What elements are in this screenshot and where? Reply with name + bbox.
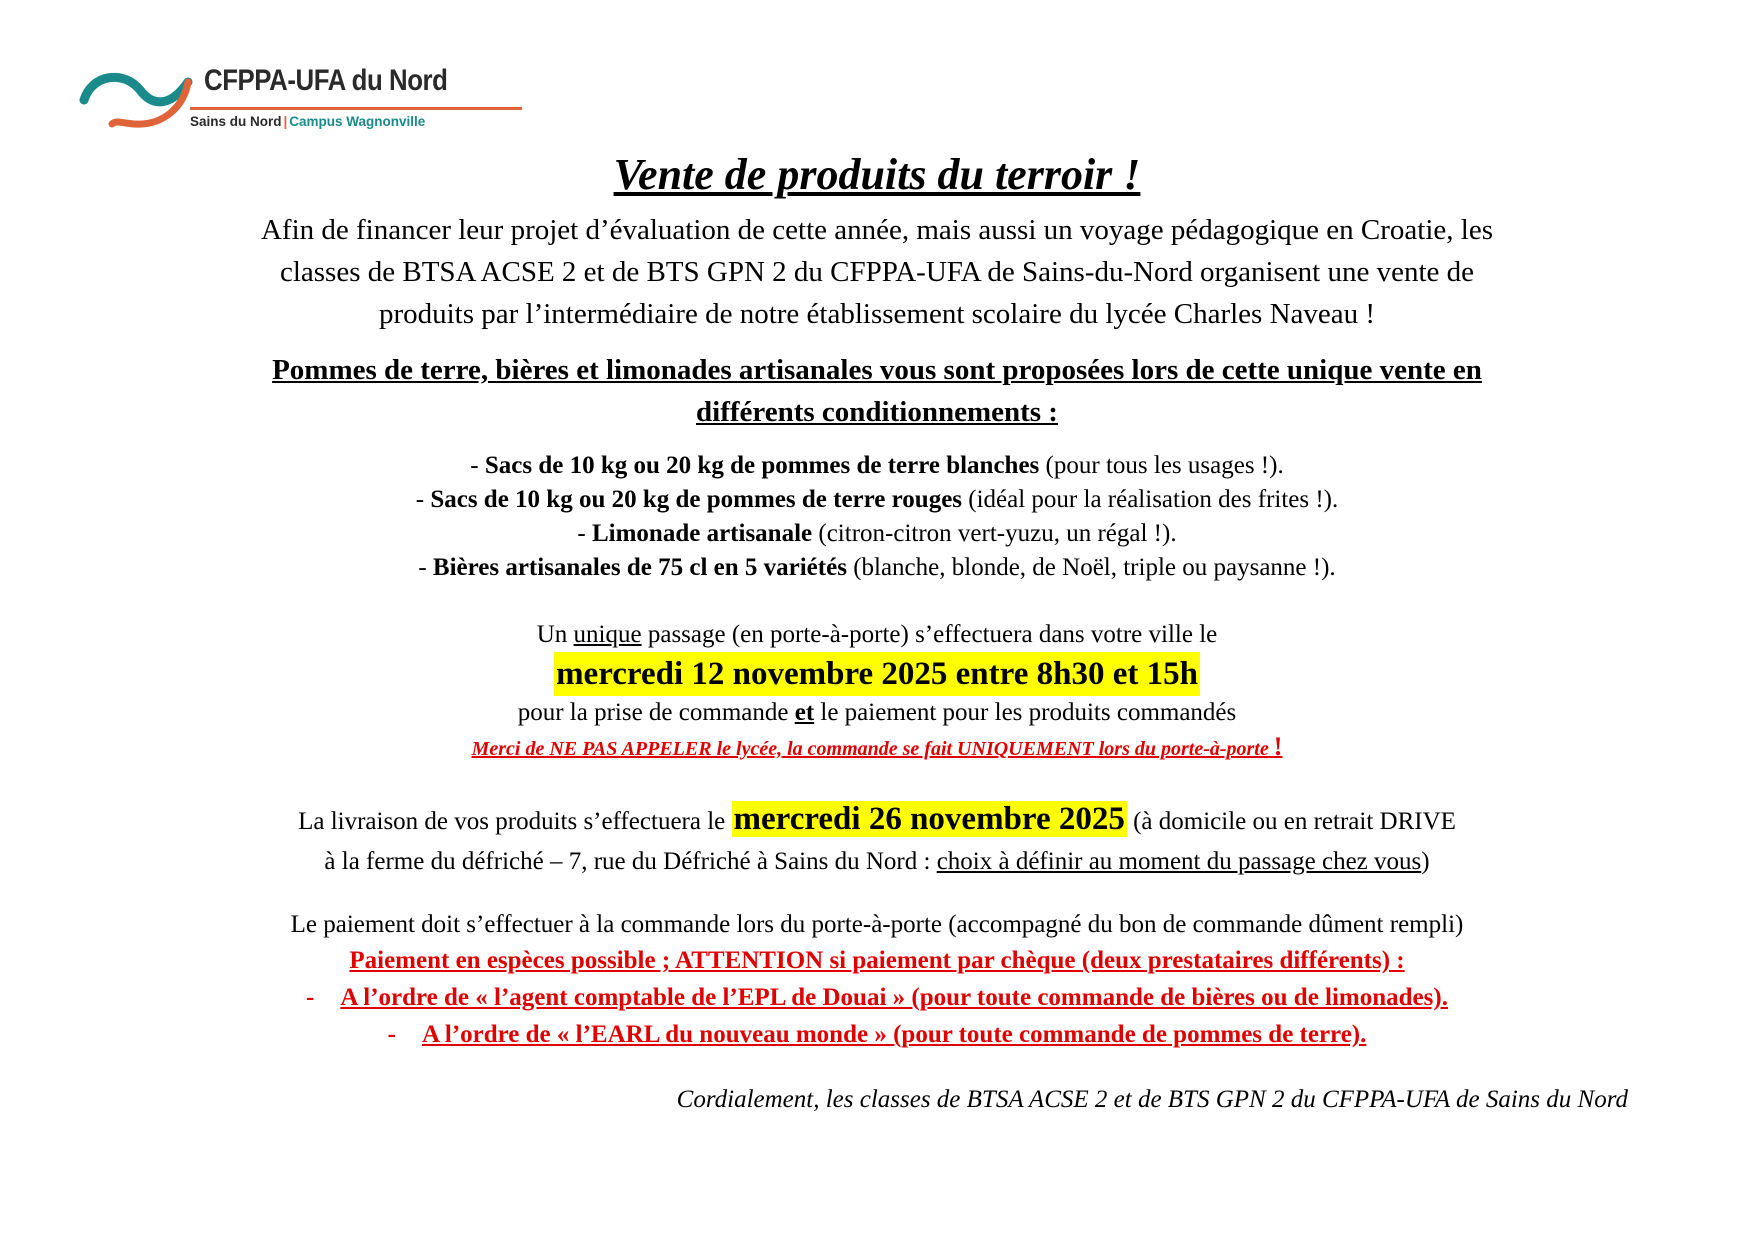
logo-rule bbox=[190, 107, 522, 110]
delivery-text: à la ferme du défriché – 7, rue du Défriché à Sains du Nord : bbox=[324, 848, 937, 875]
product-name: Bières artisanales de 75 cl en 5 variétés bbox=[432, 554, 847, 581]
delivery-text: ) bbox=[1421, 848, 1430, 875]
unique-word: unique bbox=[573, 621, 642, 648]
passage-text: passage (en porte-à-porte) s’effectuera dans votre ville le bbox=[641, 621, 1218, 648]
list-dash: - bbox=[470, 452, 485, 479]
delivery-text: La livraison de vos produits s’effectuera le bbox=[298, 808, 732, 835]
intro-line: Afin de financer leur projet d’évaluation de cette année, mais aussi un voyage pédagogique en Croatie, les bbox=[260, 214, 1494, 246]
warning-text: Merci de NE PAS APPELER le lycée, la commande se fait UNIQUEMENT lors du porte-à-porte bbox=[471, 738, 1269, 760]
list-item bbox=[0, 449, 1754, 483]
document-body bbox=[0, 148, 1754, 1117]
no-call-warning bbox=[0, 730, 1754, 766]
page-title: Vente de produits du terroir ! bbox=[613, 150, 1141, 199]
list-dash: - bbox=[415, 486, 431, 513]
logo-subtitle bbox=[190, 114, 425, 129]
product-name: Sacs de 10 kg ou 20 kg de pommes de terre blanches bbox=[484, 452, 1040, 479]
product-detail: (citron-citron vert-yuzu, un régal !). bbox=[812, 520, 1177, 547]
list-dash: - bbox=[577, 520, 592, 547]
product-detail: (blanche, blonde, de Noël, triple ou paysanne !). bbox=[846, 554, 1336, 581]
products-heading-line: Pommes de terre, bières et limonades artisanales vous sont proposées lors de cette unique vente en bbox=[272, 354, 1482, 386]
cheque-order-text: A l’ordre de « l’agent comptable de l’EPL de Douai » (pour toute commande de bières ou de limonades). bbox=[340, 984, 1448, 1011]
cheque-order-text: A l’ordre de « l’EARL du nouveau monde » (pour toute commande de pommes de terre). bbox=[421, 1021, 1367, 1048]
intro-paragraph bbox=[0, 209, 1754, 335]
intro-line: produits par l’intermédiaire de notre établissement scolaire du lycée Charles Naveau ! bbox=[378, 298, 1376, 330]
delivery-date: mercredi 26 novembre 2025 bbox=[733, 801, 1125, 837]
delivery-choice: choix à définir au moment du passage chez vous bbox=[936, 848, 1422, 875]
logo-brand: CFPPA-UFA du Nord bbox=[204, 64, 448, 97]
order-dash: - bbox=[387, 1021, 396, 1048]
order-line bbox=[0, 696, 1754, 730]
product-name: Sacs de 10 kg ou 20 kg de pommes de terre rouges bbox=[430, 486, 963, 513]
delivery-line bbox=[0, 799, 1754, 842]
passage-date-line bbox=[0, 652, 1754, 696]
cheque-order-item bbox=[0, 1016, 1754, 1053]
logo-sub-left: Sains du Nord bbox=[190, 114, 282, 129]
products-heading-line: différents conditionnements : bbox=[696, 396, 1058, 428]
list-item bbox=[0, 517, 1754, 551]
order-et: et bbox=[794, 699, 815, 726]
products-heading bbox=[0, 349, 1754, 433]
payment-red-line: Paiement en espèces possible ; ATTENTION si paiement par chèque (deux prestataires différents) : bbox=[349, 947, 1405, 974]
passage-section bbox=[0, 618, 1754, 766]
delivery-text: (à domicile ou en retrait DRIVE bbox=[1126, 808, 1456, 835]
order-text: pour la prise de commande bbox=[517, 699, 795, 726]
payment-section bbox=[0, 908, 1754, 1053]
list-item bbox=[0, 483, 1754, 517]
delivery-line bbox=[0, 842, 1754, 882]
payment-line: Le paiement doit s’effectuer à la commande lors du porte-à-porte (accompagné du bon de commande dûment rempli) bbox=[290, 911, 1464, 938]
intro-line: classes de BTSA ACSE 2 et de BTS GPN 2 du CFPPA-UFA de Sains-du-Nord organisent une vente de bbox=[279, 256, 1475, 288]
passage-text: Un bbox=[536, 621, 574, 648]
logo-sub-right: Campus Wagnonville bbox=[289, 114, 426, 129]
passage-date: mercredi 12 novembre 2025 entre 8h30 et 15h bbox=[554, 652, 1200, 696]
product-detail: (idéal pour la réalisation des frites !). bbox=[962, 486, 1339, 513]
swoosh-logo-icon bbox=[78, 68, 196, 130]
delivery-section bbox=[0, 799, 1754, 882]
passage-line bbox=[0, 618, 1754, 652]
cheque-order-item bbox=[0, 979, 1754, 1016]
product-name: Limonade artisanale bbox=[591, 520, 813, 547]
order-text: le paiement pour les produits commandés bbox=[814, 699, 1237, 726]
list-item bbox=[0, 551, 1754, 585]
signoff: Cordialement, les classes de BTSA ACSE 2 et de BTS GPN 2 du CFPPA-UFA de Sains du Nord bbox=[676, 1086, 1628, 1113]
warning-bang: ! bbox=[1273, 732, 1283, 761]
school-logo bbox=[78, 62, 458, 142]
order-dash: - bbox=[306, 984, 315, 1011]
product-detail: (pour tous les usages !). bbox=[1039, 452, 1284, 479]
logo-sub-separator: | bbox=[283, 114, 288, 129]
product-list bbox=[0, 449, 1754, 585]
list-dash: - bbox=[418, 554, 433, 581]
